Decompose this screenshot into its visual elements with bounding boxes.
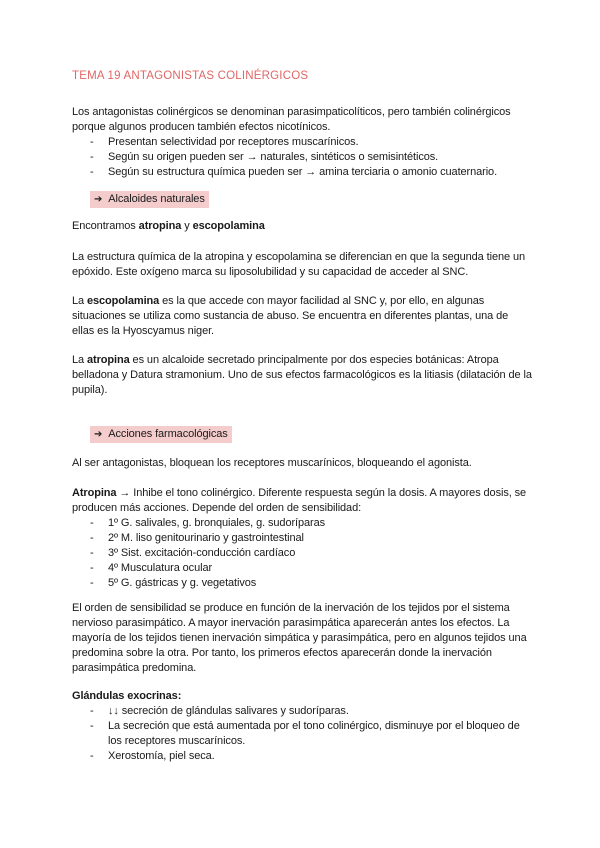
- section-heading-alcaloides: [90, 191, 209, 208]
- atropina-sensitivity-block: [72, 486, 532, 591]
- intro-list: [72, 135, 532, 180]
- text-span: → Inhibe el tono colinérgico. Diferente respuesta según la dosis. A mayores dosis, se producen más acciones. Depende del orden de sensibilidad:: [72, 487, 527, 514]
- subheading: Glándulas exocrinas:: [72, 690, 182, 702]
- sensitivity-list: [72, 516, 532, 591]
- list-item: - Según su origen pueden ser → naturales, sintéticos o semisintéticos.: [72, 150, 532, 165]
- section-label: Acciones farmacológicas: [108, 428, 228, 440]
- text-span: La: [72, 354, 87, 366]
- list-item: - 5º G. gástricas y g. vegetativos: [72, 576, 532, 591]
- list-item: - Según su estructura química pueden ser → amina terciaria o amonio cuaternario.: [72, 165, 532, 180]
- glandulas-block: [72, 689, 532, 764]
- document-title: TEMA 19 ANTAGONISTAS COLINÉRGICOS: [72, 70, 309, 82]
- arrow-right-icon: ➔: [94, 429, 103, 440]
- list-item: - Xerostomía, piel seca.: [72, 749, 532, 764]
- estructura-paragraph: [72, 250, 532, 280]
- section-label: Alcaloides naturales: [108, 193, 205, 205]
- list-item: - 2º M. liso genitourinario y gastrointestinal: [72, 531, 532, 546]
- text-span: y: [181, 220, 193, 232]
- bold-term-atropina: atropina: [138, 220, 182, 232]
- bold-term: Atropina: [72, 487, 117, 499]
- bold-term: escopolamina: [87, 295, 160, 307]
- arrow-right-icon: ➔: [94, 194, 103, 205]
- text-span: Encontramos: [72, 220, 139, 232]
- list-item: - Presentan selectividad por receptores muscarínicos.: [72, 135, 532, 150]
- intro-paragraph: Los antagonistas colinérgicos se denominan parasimpaticolíticos, pero también colinérgicos porque algunos producen también efectos nicotínicos.: [72, 106, 511, 133]
- glandulas-list: [72, 704, 532, 764]
- text-span: es un alcaloide secretado principalmente por dos especies botánicas: Atropa belladona y Datura stramonium. Uno de sus efectos farmacológicos es la litiasis (dilatación de la pupila).: [72, 354, 532, 396]
- atropina-paragraph: [72, 353, 532, 398]
- text-span: es la que accede con mayor facilidad al SNC y, por ello, en algunas situaciones se utiliza como sustancia de abuso. Se encuentra en diferentes plantas, una de ellas es la Hyoscyamus niger.: [72, 295, 509, 337]
- section-heading-acciones: [90, 426, 232, 443]
- bold-term: atropina: [87, 354, 130, 366]
- list-item: - 4º Musculatura ocular: [72, 561, 532, 576]
- intro-block: [72, 105, 532, 180]
- paragraph-text: Al ser antagonistas, bloquean los receptores muscarínicos, bloqueando el agonista.: [72, 457, 472, 469]
- antagonistas-paragraph: [72, 456, 532, 471]
- text-span: La: [72, 295, 87, 307]
- list-item: - 1º G. salivales, g. bronquiales, g. sudoríparas: [72, 516, 532, 531]
- orden-paragraph: [72, 601, 532, 676]
- paragraph-text: La estructura química de la atropina y escopolamina se diferencian en que la segunda tiene un epóxido. Este oxígeno marca su liposolubilidad y su capacidad de acceder al SNC.: [72, 251, 526, 278]
- list-item: - ↓↓ secreción de glándulas salivares y sudoríparas.: [72, 704, 532, 719]
- paragraph-text: El orden de sensibilidad se produce en función de la inervación de los tejidos por el sistema nervioso parasimpático. A mayor inervación parasimpática aparecerán antes los efectos. La mayoría de los tejidos tienen inervación simpática y parasimpática, pero en algunos tejidos una predomina sobre la otra. Por tanto, los primeros efectos aparecerán donde la inervación parasimpática predomina.: [72, 602, 527, 674]
- encontramos-paragraph: [72, 219, 532, 234]
- list-item: - 3º Sist. excitación-conducción cardíaco: [72, 546, 532, 561]
- bold-term-escopolamina: escopolamina: [192, 220, 265, 232]
- list-item: - La secreción que está aumentada por el tono colinérgico, disminuye por el bloqueo de los receptores muscarínicos.: [72, 719, 532, 749]
- escopolamina-paragraph: [72, 294, 532, 339]
